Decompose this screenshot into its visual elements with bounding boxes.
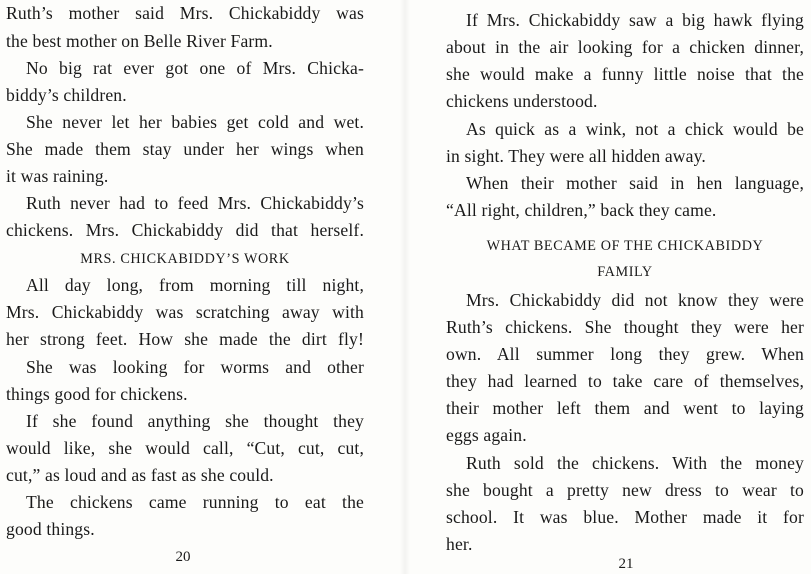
- section-heading: MRS. CHICKABIDDY’S WORK: [80, 251, 290, 267]
- text-line: cut,” as loud and as fast as she could.: [6, 465, 274, 485]
- text-line: school. It was blue. Mother made it for: [446, 507, 804, 527]
- text-line: good things.: [6, 519, 95, 539]
- text-line: their mother left them and went to laying: [446, 398, 804, 418]
- text-line: She never let her babies get cold and wet.: [26, 112, 364, 132]
- text-line: When their mother said in hen language,: [466, 173, 804, 193]
- text-line: it was raining.: [6, 166, 109, 186]
- text-line: own. All summer long they grew. When: [446, 344, 804, 364]
- text-line: She was looking for worms and other: [26, 357, 364, 377]
- text-line: No big rat ever got one of Mrs. Chicka-: [26, 58, 364, 78]
- text-line: Ruth’s chickens. She thought they were her: [446, 317, 804, 337]
- section-heading: FAMILY: [597, 264, 653, 280]
- text-line: She made them stay under her wings when: [6, 139, 364, 159]
- text-line: chickens understood.: [446, 91, 598, 111]
- text-line: Mrs. Chickabiddy did not know they were: [466, 290, 804, 310]
- text-line: If she found anything she thought they: [26, 411, 364, 431]
- text-line: As quick as a wink, not a chick would be: [466, 119, 804, 139]
- text-line: The chickens came running to eat the: [26, 492, 364, 512]
- text-line: in sight. They were all hidden away.: [446, 146, 706, 166]
- text-line: If Mrs. Chickabiddy saw a big hawk flying: [466, 10, 804, 30]
- text-line: her strong feet. How she made the dirt fly!: [6, 329, 364, 349]
- text-line: Ruth sold the chickens. With the money: [466, 453, 804, 473]
- right-page: [405, 0, 811, 574]
- page-number: 21: [618, 556, 634, 572]
- text-line: about in the air looking for a chicken dinner,: [446, 37, 804, 57]
- text-line: Ruth’s mother said Mrs. Chickabiddy was: [6, 3, 364, 23]
- text-line: the best mother on Belle River Farm.: [6, 31, 273, 51]
- text-line: chickens. Mrs. Chickabiddy did that herself.: [6, 220, 364, 240]
- text-line: Ruth never had to feed Mrs. Chickabiddy’s: [26, 193, 364, 213]
- text-line: “All right, children,” back they came.: [446, 200, 717, 220]
- text-line: All day long, from morning till night,: [26, 275, 364, 295]
- left-page: [0, 0, 405, 574]
- text-line: things good for chickens.: [6, 384, 188, 404]
- text-line: Mrs. Chickabiddy was scratching away with: [6, 302, 364, 322]
- text-line: would like, she would call, “Cut, cut, cut,: [6, 438, 364, 458]
- section-heading: WHAT BECAME OF THE CHICKABIDDY: [486, 238, 764, 254]
- text-line: eggs again.: [446, 425, 527, 445]
- text-line: she would make a funny little noise that the: [446, 64, 804, 84]
- text-line: they had learned to take care of themselves,: [446, 371, 804, 391]
- text-line: her.: [446, 534, 473, 554]
- text-line: biddy’s children.: [6, 85, 127, 105]
- page-number: 20: [175, 549, 191, 565]
- text-line: she bought a pretty new dress to wear to: [446, 480, 804, 500]
